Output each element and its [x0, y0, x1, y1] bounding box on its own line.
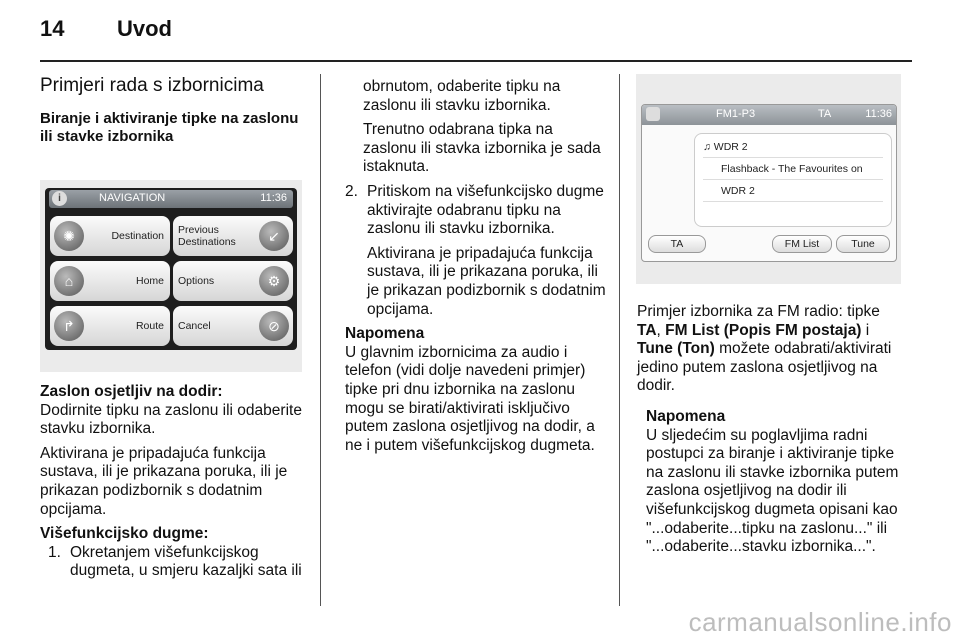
route-button	[50, 306, 170, 346]
note-heading: Napomena	[345, 325, 425, 343]
section-title: Primjeri rada s izbornicima	[40, 75, 264, 96]
note-heading-2: Napomena	[646, 407, 726, 425]
note-text: U glavnim izbornicima za audio i telefon (vidi dolje navedeni primjer) tipke pri dnu izbornika na zaslonu mogu se birati/aktivirati isključivo putem zaslona osjetljivog na dodir, a ne i putem višefunkcijskog dugmeta.	[345, 343, 595, 454]
knob-heading: Višefunkcijsko dugme:	[40, 525, 209, 543]
destination-label: Destination	[111, 230, 164, 242]
previous-destinations-button	[173, 216, 293, 256]
home-icon	[646, 107, 660, 121]
touch-text: Dodirnite tipku na zaslonu ili odaberite stavku izbornika.	[40, 401, 302, 438]
fm-display	[641, 104, 897, 262]
caption-tune: Tune (Ton)	[637, 340, 715, 358]
touch-heading: Zaslon osjetljiv na dodir:	[40, 383, 223, 400]
tune-button: Tune	[836, 235, 890, 253]
note-text-2: U sljedećim su poglavljima radni postupci za biranje i aktiviranje tipke na zaslonu ili stavke izbornika putem zaslona osjetljivog na dodir ili višefunkcijskog dugmeta opisani kao "...odaberite...tipku na zaslonu..." ili "...odaberite...stavku izbornika...".	[646, 426, 899, 556]
station-row: WDR 2	[703, 181, 883, 202]
route-sign-icon: ↱	[54, 311, 84, 341]
fm-clock: 11:36	[865, 108, 892, 120]
column-3-text	[637, 303, 905, 557]
fm-title-bar	[642, 105, 896, 125]
column-divider-2	[619, 74, 620, 606]
destination-button	[50, 216, 170, 256]
station-row	[703, 137, 883, 158]
step-2-text: Pritiskom na višefunkcijsko dugme aktivirajte odabranu tipku na zaslonu ili stavku izbornika.	[367, 182, 604, 238]
history-icon: ↙	[259, 221, 289, 251]
step-1-text: Okretanjem višefunkcijskog dugmeta, u smjeru kazaljki sata ili	[70, 543, 302, 580]
sub-title: Biranje i aktiviranje tipke na zaslonu ili stavke izbornika	[40, 110, 299, 145]
ta-button: TA	[648, 235, 706, 253]
step-1-result: Trenutno odabrana tipka na zaslonu ili stavka izbornika je sada istaknuta.	[363, 121, 601, 176]
caption-rest: možete odabrati/aktivirati jedino putem zaslona osjetljivog na dodir.	[637, 340, 892, 395]
step-2-number: 2.	[345, 182, 358, 200]
station-row: Flashback - The Favourites on	[703, 159, 883, 180]
clock: 11:36	[260, 192, 287, 204]
navigation-screen-image	[40, 180, 302, 372]
step-1-number: 1.	[48, 543, 61, 561]
step-2	[345, 183, 607, 239]
navigation-display	[45, 188, 297, 350]
navigation-title: NAVIGATION	[99, 192, 166, 204]
navigation-title-bar	[49, 190, 293, 208]
home-label: Home	[135, 275, 164, 287]
step-1-continued: obrnutom, odaberite tipku na zaslonu ili stavku izbornika.	[363, 78, 561, 114]
caption-ta: TA	[637, 321, 657, 339]
fm-band: FM1-P3	[716, 108, 756, 120]
watermark: carmanualsonline.info	[688, 607, 952, 637]
step-1	[40, 544, 310, 581]
cancel-icon: ⊘	[259, 311, 289, 341]
caption-comma: ,	[656, 321, 661, 339]
column-divider-1	[320, 74, 321, 606]
globe-icon: ✺	[54, 221, 84, 251]
column-2	[345, 78, 607, 455]
cancel-button	[173, 306, 293, 346]
home-icon: ⌂	[54, 266, 84, 296]
station-row	[703, 203, 883, 223]
options-label: Options	[178, 275, 215, 287]
home-button	[50, 261, 170, 301]
info-icon: i	[52, 191, 67, 206]
caption-and: i	[865, 321, 870, 339]
options-button	[173, 261, 293, 301]
fm-ta-indicator: TA	[818, 108, 832, 120]
caption-intro: Primjer izbornika za FM radio: tipke	[637, 303, 880, 320]
caption-fm-list: FM List (Popis FM postaja)	[665, 321, 862, 339]
fm-caption	[637, 303, 905, 396]
cancel-label: Cancel	[178, 320, 211, 332]
music-note-icon: ♫	[703, 141, 714, 153]
route-label: Route	[135, 320, 164, 332]
touch-section	[40, 383, 310, 581]
header-rule	[40, 60, 912, 62]
page-number: 14	[40, 16, 65, 41]
step-2-result: Aktivirana je pripadajuća funkcija sustava, ili je prikazana poruka, ili je prikazan podizbornik s dodatnim opcijama.	[367, 244, 606, 318]
gear-icon: ⚙	[259, 266, 289, 296]
previous-destinations-label: Previous Destinations	[178, 224, 236, 248]
page-title: Uvod	[117, 16, 172, 41]
station-label: WDR 2	[713, 141, 748, 153]
fm-radio-screen-image	[636, 74, 901, 284]
touch-text-2: Aktivirana je pripadajuća funkcija sustava, ili je prikazana poruka, ili je prikazan podizbornik s dodatnim opcijama.	[40, 444, 288, 518]
fm-list-button: FM List	[772, 235, 832, 253]
station-list	[694, 133, 892, 227]
